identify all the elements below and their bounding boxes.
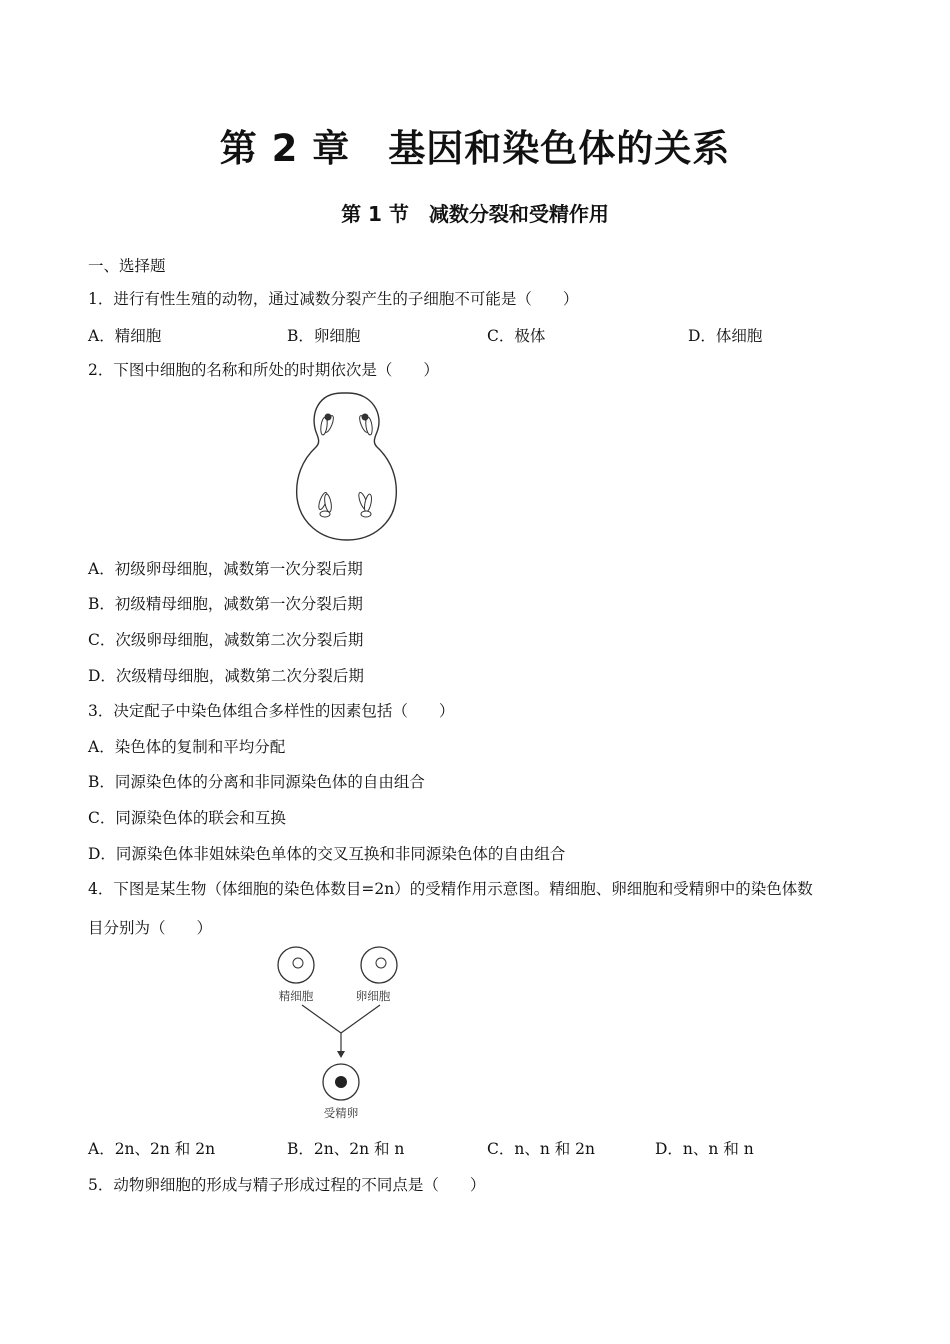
question-4-stem-line-2: 目分别为（ ） [88,919,213,937]
lower-chromosomes [317,492,373,517]
zygote-label: 受精卵 [323,1106,359,1120]
question-4-stem-line-1: 4．下图是某生物（体细胞的染色体数目=2n）的受精作用示意图。精细胞、卵细胞和受精卵中的染色体数 [88,880,813,898]
question-3-option-b: B．同源染色体的分离和非同源染色体的自由组合 [88,773,425,791]
question-4-option-b: B．2n、2n 和 n [287,1140,405,1158]
fertilization-diagram [272,945,412,1120]
question-3-stem: 3．决定配子中染色体组合多样性的因素包括（ ） [88,702,455,720]
question-2-option-a: A．初级卵母细胞，减数第一次分裂后期 [88,560,363,578]
question-3-option-d: D．同源染色体非姐妹染色单体的交叉互换和非同源染色体的自由组合 [88,845,566,863]
question-1-stem: 1．进行有性生殖的动物，通过减数分裂产生的子细胞不可能是（ ） [88,290,579,308]
question-1-option-c: C．极体 [487,327,546,345]
question-1-option-b: B．卵细胞 [287,327,361,345]
dividing-cell-diagram [292,390,402,542]
question-2-option-b: B．初级精母细胞，减数第一次分裂后期 [88,595,363,613]
question-5-stem: 5．动物卵细胞的形成与精子形成过程的不同点是（ ） [88,1176,486,1194]
question-3-option-c: C．同源染色体的联会和互换 [88,809,286,827]
egg-label: 卵细胞 [355,989,391,1003]
question-2-option-c: C．次级卵母细胞，减数第二次分裂后期 [88,631,364,649]
question-1-option-d: D．体细胞 [688,327,763,345]
sperm-label: 精细胞 [278,989,314,1003]
cell-outline [297,393,397,540]
section-title: 第 1 节 减数分裂和受精作用 [341,202,609,226]
part-heading: 一、选择题 [88,257,166,275]
chapter-title: 第 2 章 基因和染色体的关系 [219,127,731,170]
question-4-option-c: C．n、n 和 2n [487,1140,596,1158]
question-2-stem: 2．下图中细胞的名称和所处的时期依次是（ ） [88,361,439,379]
upper-chromosomes [320,414,373,435]
question-1-option-a: A．精细胞 [88,327,162,345]
question-2-option-d: D．次级精母细胞，减数第二次分裂后期 [88,667,364,685]
question-4-option-a: A．2n、2n 和 2n [88,1140,216,1158]
question-3-option-a: A．染色体的复制和平均分配 [88,738,286,756]
question-4-option-d: D．n、n 和 n [655,1140,754,1158]
